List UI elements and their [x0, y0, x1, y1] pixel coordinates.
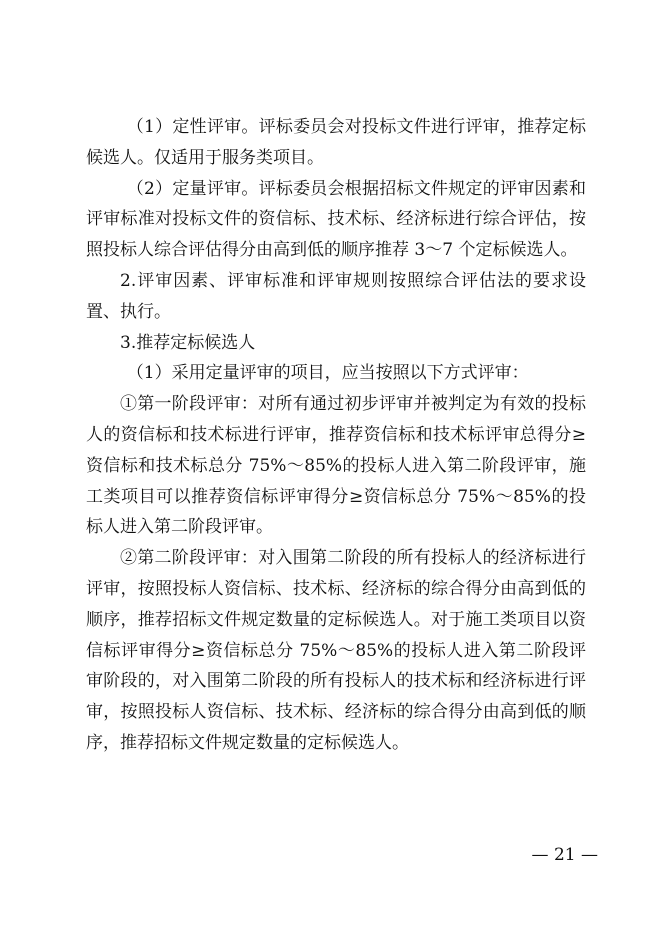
paragraph-recommend-heading: 3.推荐定标候选人: [120, 332, 256, 353]
page-body: [86, 112, 586, 759]
paragraph-quantitative-review: （2）定量评审。评标委员会根据招标文件规定的评审因素和评审标准对投标文件的资信标、技术标、经济标进行综合评估，按照投标人综合评估得分由高到低的顺序推荐 3～7 个定标候选人。: [86, 178, 586, 261]
page-number: — 21 —: [531, 845, 598, 865]
paragraph-stage-one: ①第一阶段评审：对所有通过初步评审并被判定为有效的投标人的资信标和技术标进行评审，推荐资信标和技术标评审总得分≥资信标和技术标总分 75%～85%的投标人进入第二阶段评审，施工类项目可以推荐资信标评审得分≥资信标总分 75%～85%的投标人进入第二阶段评审。: [86, 394, 586, 538]
paragraph-review-factors: 2.评审因素、评审标准和评审规则按照综合评估法的要求设置、执行。: [86, 270, 586, 322]
paragraph-quantitative-method: （1）采用定量评审的项目，应当按照以下方式评审：: [126, 363, 529, 384]
paragraph-stage-two: ②第二阶段评审：对入围第二阶段的所有投标人的经济标进行评审，按照投标人资信标、技术标、经济标的综合得分由高到低的顺序，推荐招标文件规定数量的定标候选人。对于施工类项目以资信标评审得分≥资信标总分 75%～85%的投标人进入第二阶段评审阶段的，对入围第二阶段的所有投标人的技术标和经济标进行评审，按照投标人资信标、技术标、经济标的综合得分由高到低的顺序，推荐招标文件规定数量的定标候选人。: [86, 548, 586, 753]
paragraph-qualitative-review: （1）定性评审。评标委员会对投标文件进行评审，推荐定标候选人。仅适用于服务类项目。: [86, 117, 586, 168]
